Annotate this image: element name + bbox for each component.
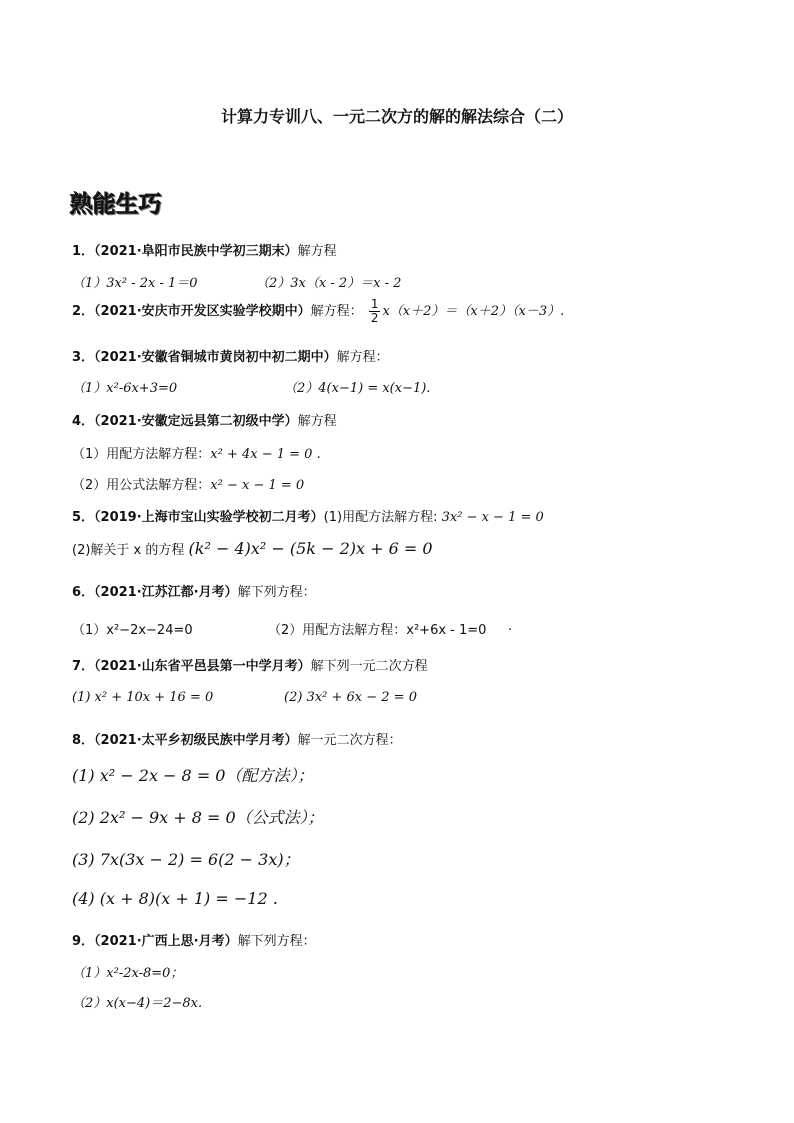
q1-sub-2: （2）3x（x - 2）＝x - 2 bbox=[256, 276, 402, 291]
question-source: （2021·山东省平邑县第一中学月考） bbox=[94, 659, 311, 674]
fraction-numerator: 1 bbox=[370, 297, 379, 311]
q5-sub-2 bbox=[72, 539, 433, 558]
q7-sub-1: (1) x² + 10x + 16 = 0 bbox=[72, 690, 214, 705]
q1-sub-1: （1）3x² - 2x - 1＝0 bbox=[72, 276, 198, 291]
question-3 bbox=[72, 346, 389, 365]
q4-sub-2-equation: x² − x − 1 = 0 bbox=[210, 478, 305, 493]
question-number: 9． bbox=[72, 934, 95, 949]
q2-equation: x（x＋2）＝（x＋2）（x－3）. bbox=[382, 304, 565, 319]
question-number: 5． bbox=[72, 510, 95, 525]
question-source: （2021·太平乡初级民族中学月考） bbox=[94, 733, 298, 748]
q9-sub-2: （2）x(x−4)＝2−8x. bbox=[72, 996, 203, 1011]
question-4 bbox=[72, 410, 337, 429]
q8-sub-2: (2) 2x² − 9x + 8 = 0（公式法）； bbox=[72, 808, 324, 827]
q8-sub-3: (3) 7x(3x − 2) = 6(2 − 3x)； bbox=[72, 850, 300, 869]
q4-sub-2-label: （2）用公式法解方程： bbox=[72, 478, 211, 493]
question-5 bbox=[72, 506, 544, 525]
question-source: （2019·上海市宝山实验学校初二月考） bbox=[94, 510, 324, 525]
question-source: （2021·安庆市开发区实验学校期中） bbox=[94, 304, 311, 319]
q4-sub-1-label: （1）用配方法解方程： bbox=[72, 447, 211, 462]
question-number: 4． bbox=[72, 414, 95, 429]
q3-sub-2: （2）4(x−1) = x(x−1). bbox=[284, 381, 431, 396]
q6-sub-2-period: . bbox=[508, 619, 513, 634]
q5-sub-2-equation: (k² − 4)x² − (5k − 2)x + 6 = 0 bbox=[188, 539, 433, 558]
question-number: 7． bbox=[72, 659, 95, 674]
question-prompt: 解下列一元二次方程 bbox=[310, 659, 428, 674]
question-number: 1． bbox=[72, 244, 95, 259]
q5-sub-2-label: (2)解关于 x 的方程 bbox=[72, 543, 185, 558]
question-prompt: 解下列方程： bbox=[237, 934, 316, 949]
question-2 bbox=[72, 298, 564, 325]
q4-sub-2 bbox=[72, 474, 304, 493]
question-prompt: 解下列方程： bbox=[237, 585, 316, 600]
q8-sub-1: (1) x² − 2x − 8 = 0（配方法）； bbox=[72, 766, 314, 785]
question-number: 2． bbox=[72, 304, 95, 319]
question-source: （2021·阜阳市民族中学初三期末） bbox=[94, 244, 298, 259]
question-prompt: 解一元二次方程： bbox=[297, 733, 402, 748]
q6-sub-1: （1）x²−2x−24=0 bbox=[72, 623, 193, 638]
fraction-one-half bbox=[369, 298, 381, 325]
q3-sub-1: （1）x²-6x+3=0 bbox=[72, 381, 178, 396]
fraction-denominator: 2 bbox=[370, 311, 379, 325]
question-6 bbox=[72, 581, 316, 600]
question-prompt: 解方程 bbox=[297, 244, 337, 259]
question-9 bbox=[72, 930, 316, 949]
q9-sub-1: （1）x²-2x-8=0； bbox=[72, 966, 184, 981]
question-7 bbox=[72, 655, 428, 674]
question-prompt: 解方程： bbox=[310, 304, 363, 319]
question-prompt: 解方程： bbox=[336, 350, 389, 365]
question-8 bbox=[72, 729, 402, 748]
q8-sub-4: (4) (x + 8)(x + 1) = −12 . bbox=[72, 889, 278, 908]
q6-sub-2: （2）用配方法解方程：x²+6x - 1=0 bbox=[268, 623, 487, 638]
question-number: 3． bbox=[72, 350, 95, 365]
question-source: （2021·安徽定远县第二初级中学） bbox=[94, 414, 298, 429]
question-number: 6． bbox=[72, 585, 95, 600]
page-title: 计算力专训八、一元二次方的解的解法综合（二） bbox=[220, 107, 573, 126]
question-source: （2021·广西上思·月考） bbox=[94, 934, 238, 949]
q4-sub-1-equation: x² + 4x − 1 = 0 . bbox=[210, 447, 321, 462]
question-source: （2021·江苏江都·月考） bbox=[94, 585, 238, 600]
question-number: 8． bbox=[72, 733, 95, 748]
section-banner: 熟能生巧 bbox=[70, 192, 162, 218]
question-prompt: (1)用配方法解方程: bbox=[323, 510, 438, 525]
question-source: （2021·安徽省铜城市黄岗初中初二期中） bbox=[94, 350, 337, 365]
q4-sub-1 bbox=[72, 443, 321, 462]
q5-sub-1-equation: 3x² − x − 1 = 0 bbox=[441, 510, 544, 525]
question-prompt: 解方程 bbox=[297, 414, 337, 429]
question-1 bbox=[72, 240, 337, 259]
q7-sub-2: (2) 3x² + 6x − 2 = 0 bbox=[284, 690, 417, 705]
